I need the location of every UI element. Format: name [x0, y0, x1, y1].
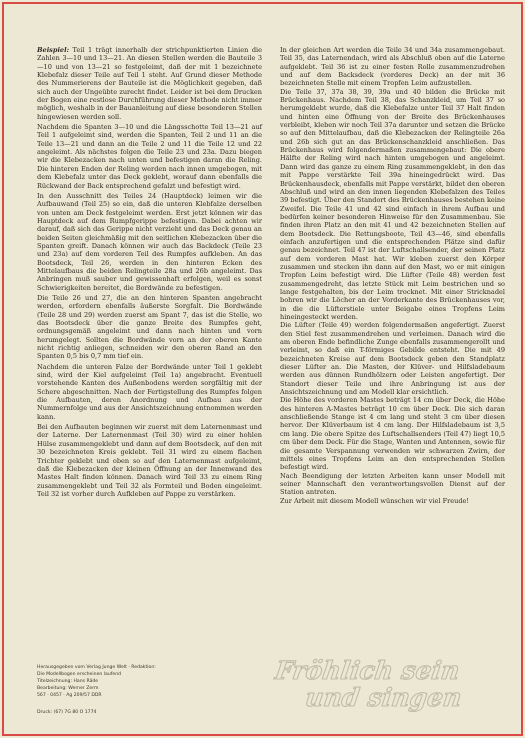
logo-line-1: Fröhlich sein [273, 655, 462, 685]
paragraph-kiel: Nachdem die unteren Falze der Bordwände unter Teil 1 geklebt sind, wird der Kiel aufgeleimt (Teil 1a) angebracht. Eventuell vorstehende Kanten des Außenbodens werden sorgfältig mit der Schere abgeschnitten. Nach der Fertigstellung des Rumpfes folgen die Aufbauten, deren Anordnung und Aufbau aus der Nummernfolge und aus der Ansichtszeichnung entnommen werden kann. [37, 362, 262, 421]
example-text: Teil 1 trägt innerhalb der strichpunktierten Linien die Zahlen 3—10 und 13—21. An diesen Stellen werden die Bauteile 3—10 und von 13—21 so festgeleimt, daß der mit 1 bezeichnete Klebefalz dieser Teile auf Teil 1 steht. Auf Grund dieser Methode des Nummerierens der Bauteile ist die Möglichkeit gegeben, daß sich auch der Ungeübte zurecht findet. Leider ist bei dem Drucken der Bogen eine restlose Durchführung dieser Methode nicht immer möglich, weshalb in der Bauanleitung auf diese besonderen Stellen hingewiesen werden soll. [37, 46, 262, 121]
paragraph-example [37, 46, 262, 121]
paragraph-abschluss: Nach Beendigung der letzten Arbeiten kann unser Modell mit seiner Mannschaft den verantwortungsvollen Dienst auf der Station antreten. [280, 471, 505, 497]
left-column [37, 46, 262, 626]
imprint [37, 664, 237, 699]
right-column [280, 46, 505, 626]
document-page [37, 46, 505, 626]
paragraph-spanten: Nachdem die Spanten 3—10 und die Längsschotte Teil 13—21 auf Teil 1 aufgeleimt sind, werden die Spanten, Teil 2 und 11 an die Teile 13—21 und dann an die Teile 2 und 11 die Teile 12 und 22 angeleimt. Als nächstes folgen die Teile 23 und 23a. Dazu biegen wir die Klebezacken nach unten und befestigen daran die Reling. Die hinteren Enden der Reling werden nach innen umgebogen, mit dem Klebefalz unter das Deck geklebt, worauf dann ebenfalls die Rückwand der Back entsprechend gefalzt und befestigt wird. [37, 123, 262, 190]
paragraph-bruecke: Die Teile 37, 37a 38, 39, 39a und 40 bilden die Brücke mit Brückenhaus. Nachdem Teil 38, das Schanzkleid, um Teil 37 so herumgeklebt wurde, daß die Klebefalze unter Teil 37 Halt finden und hinten eine Öffnung von der Breite des Brückenhauses verbleibt, kleben wir noch Teil 37a darunter und setzen die Brücke so auf den Mittelaufbau, daß die Klebezacken der Relingteile 26a und 26b sich gut an das Brückenschanzkleid anschließen. Das Brückenhaus wird folgendermaßen zusammengebaut: Die obere Hälfte der Reling wird nach hinten umgebogen und angeleimt. Dann wird das ganze zu einem Ring zusammengeklebt, in den das mit Pappe verstärkte Teil 39a hineingedrückt wird. Das Brückenhausdeck, ebenfalls mit Pappe verstärkt, bildet den oberen Abschluß und wird an den innen liegenden Klebefalzen des Teiles 39 befestigt. Über den Standort des Brückenhauses bestehen keine Zweifel. Die Teile 41 und 42 sind einfach in ihrem Aufbau und bedürfen keiner besonderen Hinweise für den Zusammenbau. Sie finden ihren Platz an den mit 41 und 42 bezeichneten Stellen auf dem Bootsdeck. Die Rettungsboote, Teil 43—46, sind ebenfalls einfach anzufertigen und die entsprechenden Plätze sind dafür genau bezeichnet. Teil 47 ist der Luftschallsender, der seinen Platz auf dem vorderen Mast hat. Wir kleben zuerst den Körper zusammen und stecken ihn dann auf den Mast, wo er mit einigen Tropfen Leim befestigt wird. Die Lüfter (Teile 48) werden fest zusammengedreht, das letzte Stück mit Leim bestrichen und so lange festgehalten, bis der Leim trocknet. Mit einer Stricknadel bohren wir die Löcher an der Vorderkante des Brückenhauses vor, in die die Lüfterstiele unter Beigabe eines Tropfens Leim hineingesteckt werden. [280, 87, 505, 321]
imprint-editor: Bearbeitung: Werner Zerm [37, 686, 99, 691]
imprint-license: 567 · 0457 · Ag 209/57 DDR [37, 693, 102, 698]
paragraph-luefter: Die Lüfter (Teile 49) werden folgendermaßen angefertigt. Zuerst den Stiel fest zusammendrehen und verleimen. Danach wird die am oberen Ende befindliche Zunge ebenfalls zusammengerollt und verleimt, so daß ein T-förmiges Gebilde entsteht. Die mit 49 bezeichneten Kreise auf dem Bootsdeck geben den Standplatz dieser Lüfter an. Die Masten, der Klüver- und Hilfsladebaum werden aus dünnen Rundhölzern oder Leisten angefertigt. Der Standort dieser Teile und ihre Anbringung ist aus der Ansichtszeichnung und am Modell klar ersichtlich. [280, 321, 505, 397]
logo-line-2: und singen [303, 682, 464, 712]
imprint-series: Die Modellbogen erscheinen laufend [37, 672, 122, 677]
paragraph-wunsch: Zur Arbeit mit diesem Modell wünschen wir viel Freude! [280, 496, 470, 505]
paragraph-laternendach: In der gleichen Art werden die Teile 34 und 34a zusammengebaut. Teil 35, das Laternendach, wird als Abschluß oben auf die Laterne aufgeklebt. Teil 36 ist zu einer festen Rolle zusammenzudrehen und auf dem Backsdeck (vorderes Deck) an der mit 36 bezeichneten Stelle mit einem Tropfen Leim aufzustellen. [280, 46, 505, 88]
print-number: Druck: (67) 7G 80 O 1774 [37, 710, 97, 715]
paragraph-masthoehe: Die Höhe des vorderen Mastes beträgt 14 cm über Deck, die Höhe des hinteren A-Mastes beträgt 10 cm über Deck. Die sich daran anschließende Stange ist 4 cm lang und steht 3 cm über diesen hervor. Der Klüverbaum ist 4 cm lang. Der Hilfsladebaum ist 3,5 cm lang. Die obere Spitze des Luftschallsenders (Teil 47) liegt 10,5 cm über dem Deck. Für die Stage, Wanten und Antennen, sowie für die gesamte Verspannung verwenden wir schwarzen Zwirn, der mittels eines Tropfens Leim an den entsprechenden Stellen befestigt wird. [280, 396, 505, 472]
froehlich-sein-logo [272, 652, 464, 712]
imprint-publisher: Herausgegeben vom Verlag Junge Welt · Redaktion: [37, 665, 156, 670]
paragraph-laternenmast: Bei den Aufbauten beginnen wir zuerst mit dem Laternenmast und der Laterne. Der Laternenmast (Teil 30) wird zu einer hohlen Hülse zusammengeklebt und dann auf dem Bootsdeck, auf den mit 30 bezeichneten Kreis geklebt. Teil 31 wird zu einem flachen Trichter geklebt und oben so auf den Laternenmast aufgeleimt, daß die Klebezacken der kleinen Öffnung an der Innenwand des Mastes Halt finden können. Danach wird Teil 33 zu einem Ring zusammengeklebt und Teil 32 als Formteil und Boden eingeleimt. Teil 32 ist vorher durch Aufkleben auf Pappe zu verstärken. [37, 423, 262, 498]
imprint-title-drawing: Titelzeichnung: Hans Räde [37, 679, 99, 684]
paragraph-bordwaende: Die Teile 26 und 27, die an den hinteren Spanten angebracht werden, erfordern ebenfalls äußerste Sorgfalt. Die Bordwände (Teile 28 und 29) werden zuerst am Spant 7, das ist die Stelle, wo das Bootsdeck über die ganze Breite des Rumpfes geht, ordnungsgemäß angeleimt und dann nach hinten und vorn herumgelegt. Sollten die Bordwände vorn an der oberen Kante nicht richtig anliegen, schneiden wir den oberen Rand an den Spanten 0,5 bis 0,7 mm tief ein. [37, 293, 262, 361]
paragraph-hauptdeck: In den Ausschnitt des Teiles 24 (Hauptdeck) leimen wir die Aufbauwand (Teil 25) so ein, daß die unteren Klebfalze derselben von unten am Deck festgeleimt werden. Erst jetzt können wir das Hauptdeck auf dem Rumpfgerippe befestigen. Dabei achten wir darauf, daß sich das Gerippe nicht verzieht und das Deck genau an beiden Seiten gleichmäßig mit den seitlichen Klebezacken über die Spanten greift. Danach können wir auch das Backdeck (Teile 23 und 23a) auf dem vorderen Teil des Rumpfes aufkleben. An das Bootsdeck, Teil 26, werden in den hinteren Ecken des Mittelaufbaus die beiden Relingteile 28a und 26b angeleimt. Das Anbringen muß sauber und gewissenhaft erfolgen, weil es sonst Schwierigkeiten bereitet, die Bordwände zu befestigen. [37, 191, 262, 292]
logo-lettering [272, 652, 464, 712]
example-label: Beispiel: [37, 46, 70, 54]
